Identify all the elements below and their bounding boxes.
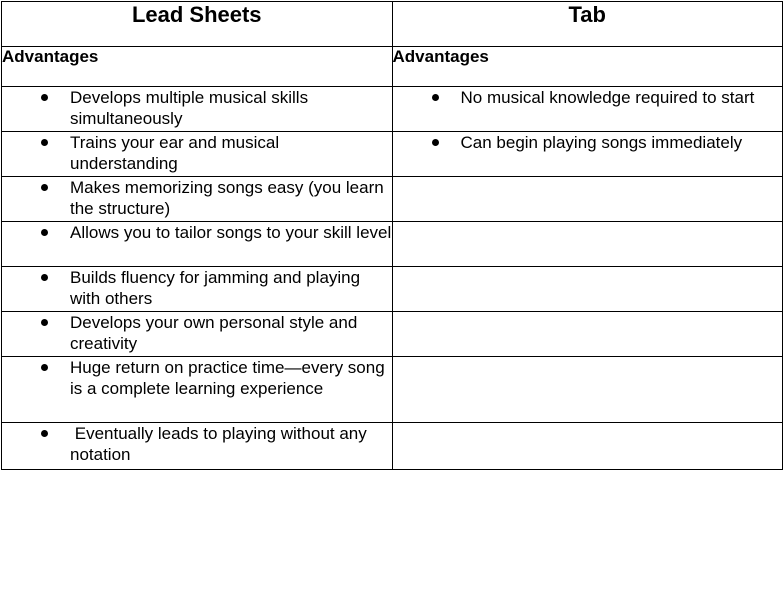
list-item: [393, 87, 783, 108]
bullet-icon: [2, 132, 70, 153]
bullet-icon: [2, 357, 70, 378]
lead-sheets-advantages-label: Advantages: [2, 47, 393, 87]
table-row: [2, 357, 783, 423]
list-item: [2, 267, 392, 309]
lead-sheets-header: Lead Sheets: [2, 2, 393, 47]
table-row: [2, 177, 783, 222]
list-item-text: Can begin playing songs immediately: [460, 133, 743, 152]
tab-header: Tab: [392, 2, 783, 47]
header-row: [2, 2, 783, 47]
table-row: [2, 312, 783, 357]
table-row: [2, 267, 783, 312]
bullet-icon: [2, 312, 70, 333]
tab-cell-empty: [392, 177, 783, 222]
list-item-text: Makes memorizing songs easy (you learn the structure): [70, 178, 384, 218]
subheader-row: [2, 47, 783, 87]
lead-sheets-cell: [2, 423, 393, 470]
list-item: [2, 357, 392, 399]
tab-cell-empty: [392, 423, 783, 470]
lead-sheets-cell: [2, 267, 393, 312]
list-item: [2, 312, 392, 354]
list-item-text: Builds fluency for jamming and playing with others: [70, 268, 361, 308]
table-row: [2, 423, 783, 470]
lead-sheets-cell: [2, 87, 393, 132]
tab-advantages-label: Advantages: [392, 47, 783, 87]
bullet-icon: [2, 423, 70, 444]
list-item-text: Develops multiple musical skills simultaneously: [70, 88, 309, 128]
list-item: [2, 87, 392, 129]
list-item: [393, 132, 783, 153]
bullet-icon: [2, 177, 70, 198]
bullet-icon: [2, 222, 70, 243]
list-item-text: Develops your own personal style and creativity: [70, 313, 358, 353]
list-item-text: Trains your ear and musical understanding: [70, 133, 280, 173]
tab-cell-empty: [392, 357, 783, 423]
bullet-icon: [393, 132, 461, 153]
list-item: [2, 423, 392, 465]
table-row: [2, 132, 783, 177]
list-item: [2, 222, 392, 243]
bullet-icon: [2, 267, 70, 288]
list-item-text: Allows you to tailor songs to your skill level: [70, 223, 392, 242]
bullet-icon: [2, 87, 70, 108]
tab-cell-empty: [392, 222, 783, 267]
table-row: [2, 87, 783, 132]
lead-sheets-cell: [2, 357, 393, 423]
lead-sheets-cell: [2, 222, 393, 267]
lead-sheets-cell: [2, 312, 393, 357]
lead-sheets-cell: [2, 132, 393, 177]
bullet-icon: [393, 87, 461, 108]
table-row: [2, 222, 783, 267]
list-item-text: No musical knowledge required to start: [460, 88, 755, 107]
lead-sheets-cell: [2, 177, 393, 222]
tab-cell-empty: [392, 267, 783, 312]
comparison-table: [1, 1, 783, 470]
tab-cell: [392, 87, 783, 132]
list-item: [2, 132, 392, 174]
list-item: [2, 177, 392, 219]
tab-cell-empty: [392, 312, 783, 357]
tab-cell: [392, 132, 783, 177]
list-item-text: Eventually leads to playing without any notation: [70, 424, 372, 464]
list-item-text: Huge return on practice time—every song is a complete learning experience: [70, 358, 385, 398]
